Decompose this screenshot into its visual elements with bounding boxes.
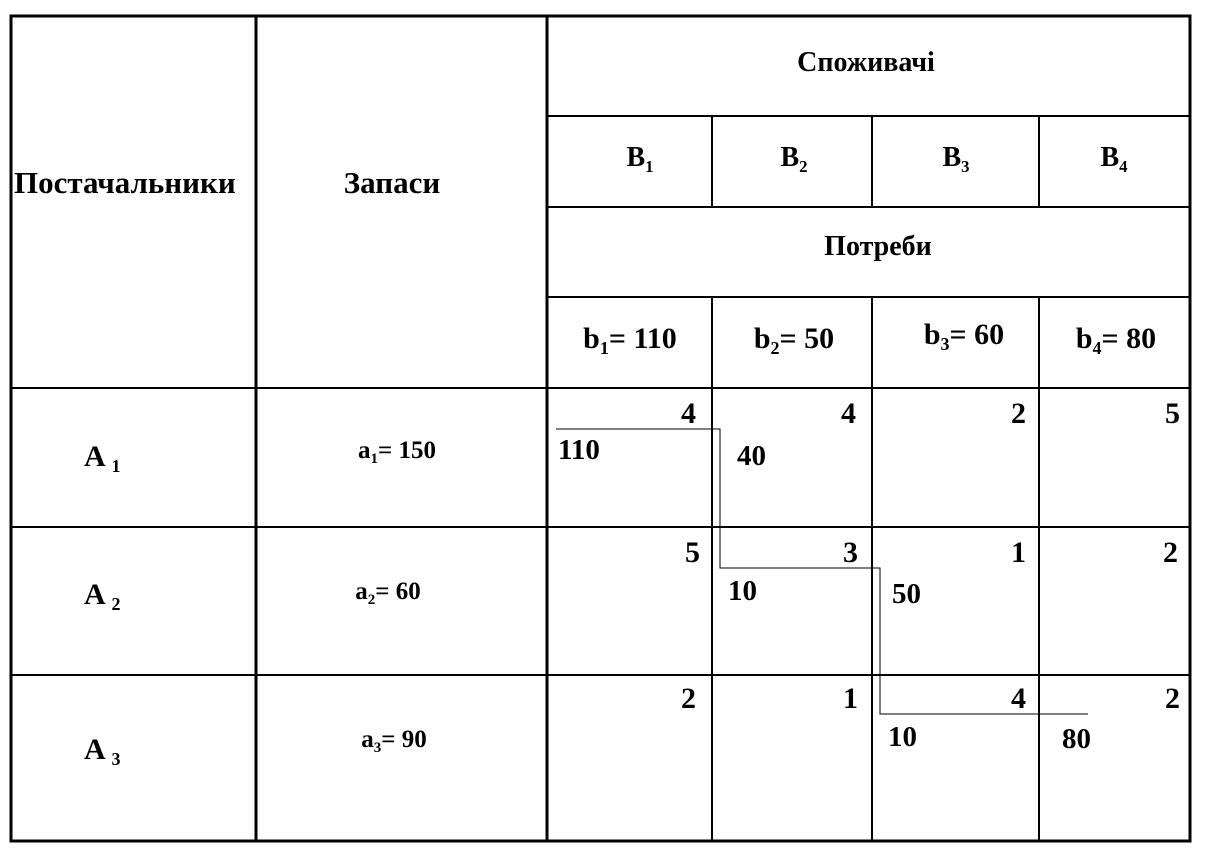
demand-b4: $b_4= 80$ xyxy=(1075,322,1157,359)
stock-a3: $a_3= 90$ xyxy=(361,726,427,757)
suppliers-header: Постачальники xyxy=(14,165,236,200)
supplier-a3: A $_3$ xyxy=(84,733,121,770)
consumers-header: Споживачі xyxy=(797,47,935,78)
cost-a1-b1: 4 xyxy=(681,397,696,430)
northwest-path xyxy=(556,429,1088,714)
cost-a2-b4: 2 xyxy=(1163,536,1178,569)
cost-a1-b4: 5 xyxy=(1165,397,1180,430)
cost-a1-b2: 4 xyxy=(841,397,856,430)
stocks-column-border xyxy=(256,16,547,841)
consumer-b2: $B_2$ xyxy=(780,142,808,176)
cost-a2-b2: 3 xyxy=(843,536,858,569)
supplier-a2: A $_2$ xyxy=(84,578,121,615)
cost-a3-b3: 4 xyxy=(1011,682,1026,715)
cost-a3-b2: 1 xyxy=(843,682,858,715)
alloc-a3-b3: 10 xyxy=(888,721,917,753)
stock-a1: $a_1= 150$ xyxy=(358,437,436,468)
alloc-a2-b3: 50 xyxy=(892,578,921,610)
needs-header: Потреби xyxy=(824,231,932,262)
cost-a3-b4: 2 xyxy=(1165,682,1180,715)
consumer-b3: $B_3$ xyxy=(942,142,970,176)
consumer-b4: $B_4$ xyxy=(1100,142,1128,176)
supplier-a1: A $_1$ xyxy=(84,440,121,477)
stock-a2: $a_2= 60$ xyxy=(355,578,421,609)
stocks-header: Запаси xyxy=(343,165,441,200)
alloc-a3-b4: 80 xyxy=(1062,723,1091,755)
cost-a1-b3: 2 xyxy=(1011,397,1026,430)
alloc-a2-b2: 10 xyxy=(728,575,757,607)
cost-a3-b1: 2 xyxy=(681,682,696,715)
demand-b3: $b_3= 60$ xyxy=(923,318,1005,355)
alloc-a1-b1: 110 xyxy=(558,434,600,466)
alloc-a1-b2: 40 xyxy=(737,440,766,472)
demand-b1: $b_1= 110$ xyxy=(583,322,677,359)
demand-b2: $b_2= 50$ xyxy=(753,322,835,359)
cost-a2-b3: 1 xyxy=(1011,536,1026,569)
consumer-b1: $B_1$ xyxy=(626,142,654,176)
cost-a2-b1: 5 xyxy=(685,536,700,569)
